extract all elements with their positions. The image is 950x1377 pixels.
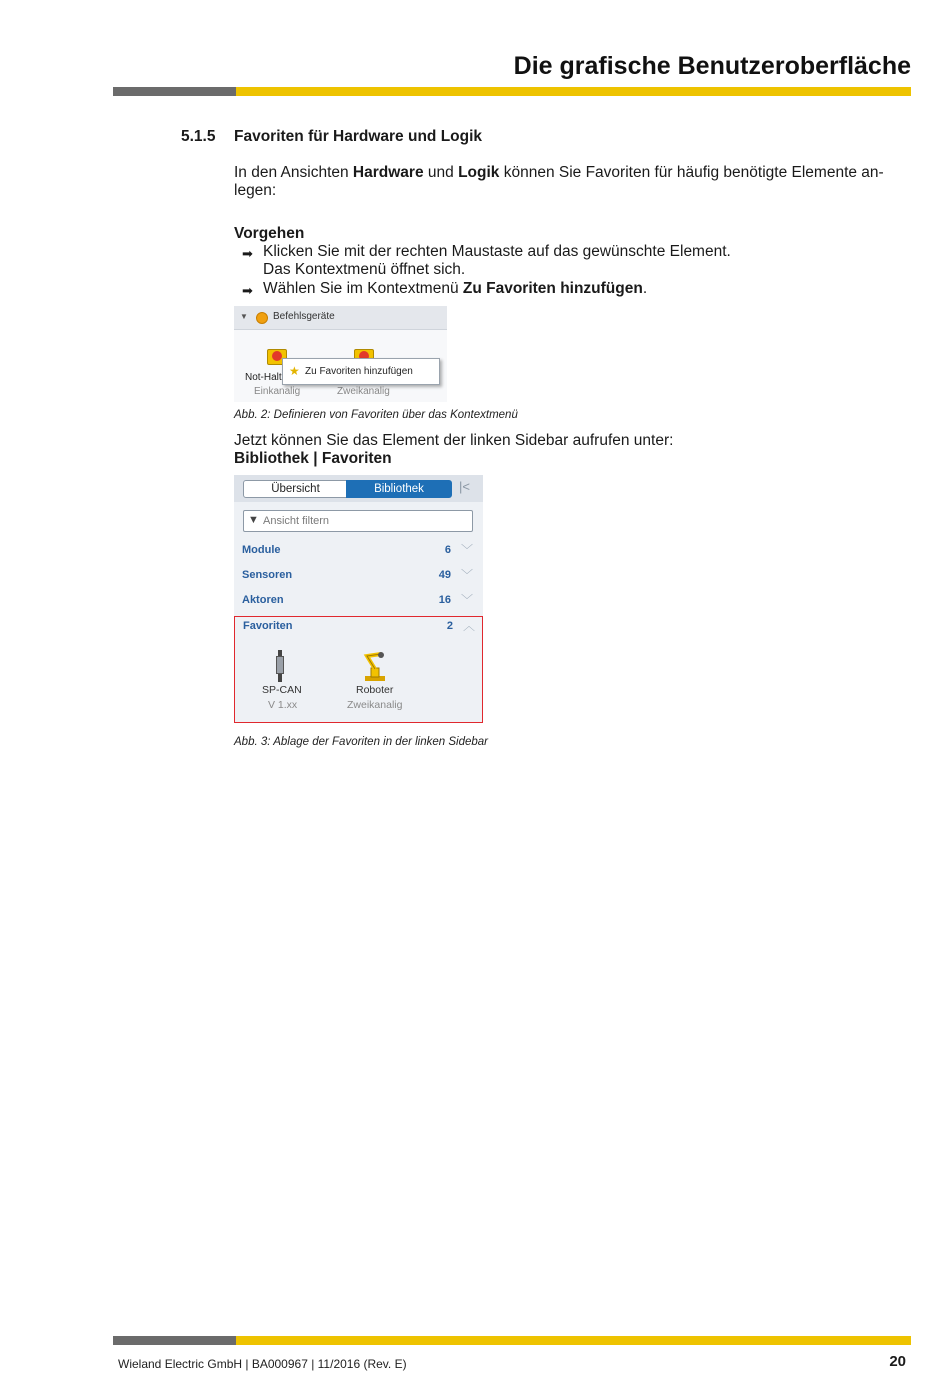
menu-path: Bibliothek | Favoriten [234,450,392,467]
favorite-name: SP-CAN [262,684,302,696]
element-sublabel: Zweikanalig [337,386,390,397]
command-device-icon [256,312,268,324]
group-header[interactable] [234,306,447,330]
procedure-step-1: Klicken Sie mit der rechten Maustaste auf das gewünschte Element. [263,243,731,260]
category-sensoren[interactable] [234,566,483,586]
procedure-heading: Vorgehen [234,225,305,242]
tab-library[interactable]: Bibliothek [346,480,452,498]
expand-triangle-icon[interactable]: ▼ [240,312,248,321]
category-name: Sensoren [242,569,293,581]
category-name: Module [242,544,281,556]
figure-caption: Abb. 3: Ablage der Favoriten in der linken Sidebar [234,736,489,748]
filter-input[interactable] [243,510,473,532]
element-label: Not-Halt [245,372,282,383]
page-header-title: Die grafische Benutzeroberfläche [513,52,911,80]
menu-item-add-favorite[interactable]: Zu Favoriten hinzufügen [305,366,413,377]
section-title: Favoriten für Hardware und Logik [234,128,483,145]
intro-paragraph: In den Ansichten Hardware und Logik können Sie Favoriten für häufig benötigte Elemente an- [234,164,884,181]
arrow-bullet-icon: ➡ [242,246,253,261]
category-favoriten[interactable] [235,617,483,637]
favorite-sub: V 1.xx [268,699,298,711]
category-count: 6 [444,544,451,556]
category-count: 49 [438,569,451,581]
chevron-down-icon[interactable]: ﹀ [460,543,473,557]
context-menu [282,358,440,385]
procedure-step-1-result: Das Kontextmenü öffnet sich. [263,261,466,278]
robot-icon[interactable] [359,650,391,682]
favorite-name: Roboter [356,684,394,696]
category-name: Favoriten [243,620,293,632]
figure-context-menu [234,306,447,402]
page-number: 20 [889,1353,906,1370]
filter-placeholder: Ansicht filtern [263,515,330,527]
section-number: 5.1.5 [181,128,216,145]
procedure-step-2: Wählen Sie im Kontextmenü Zu Favoriten hinzufügen. [263,280,648,297]
tab-overview[interactable]: Übersicht [243,480,348,498]
star-icon: ★ [289,364,300,378]
category-aktoren[interactable] [234,591,483,611]
header-rule [113,87,911,96]
group-label: Befehlsgeräte [273,311,335,322]
figure-sidebar [234,475,483,723]
sidebar-tabbar [234,475,483,502]
favorite-sub: Zweikanalig [347,699,403,711]
sp-can-icon[interactable] [276,650,284,682]
category-name: Aktoren [242,594,284,606]
category-count: 2 [446,620,453,632]
chevron-down-icon[interactable]: ﹀ [460,568,473,582]
footer-text: Wieland Electric GmbH | BA000967 | 11/2016 (Rev. E) [118,1357,407,1371]
chevron-down-icon[interactable]: ﹀ [460,593,473,607]
favorites-highlight [234,616,483,723]
collapse-sidebar-icon[interactable]: |< [459,479,470,494]
after-text: Jetzt können Sie das Element der linken Sidebar aufrufen unter: [234,432,674,449]
intro-line2: legen: [234,182,277,199]
category-module[interactable] [234,541,483,561]
arrow-bullet-icon: ➡ [242,283,253,298]
category-count: 16 [438,594,451,606]
funnel-icon: ▼ [248,514,259,526]
element-sublabel: Einkanalig [254,386,301,397]
chevron-up-icon[interactable]: ︿ [462,619,475,633]
figure-caption: Abb. 2: Definieren von Favoriten über das Kontextmenü [234,409,518,421]
footer-rule [113,1336,911,1345]
